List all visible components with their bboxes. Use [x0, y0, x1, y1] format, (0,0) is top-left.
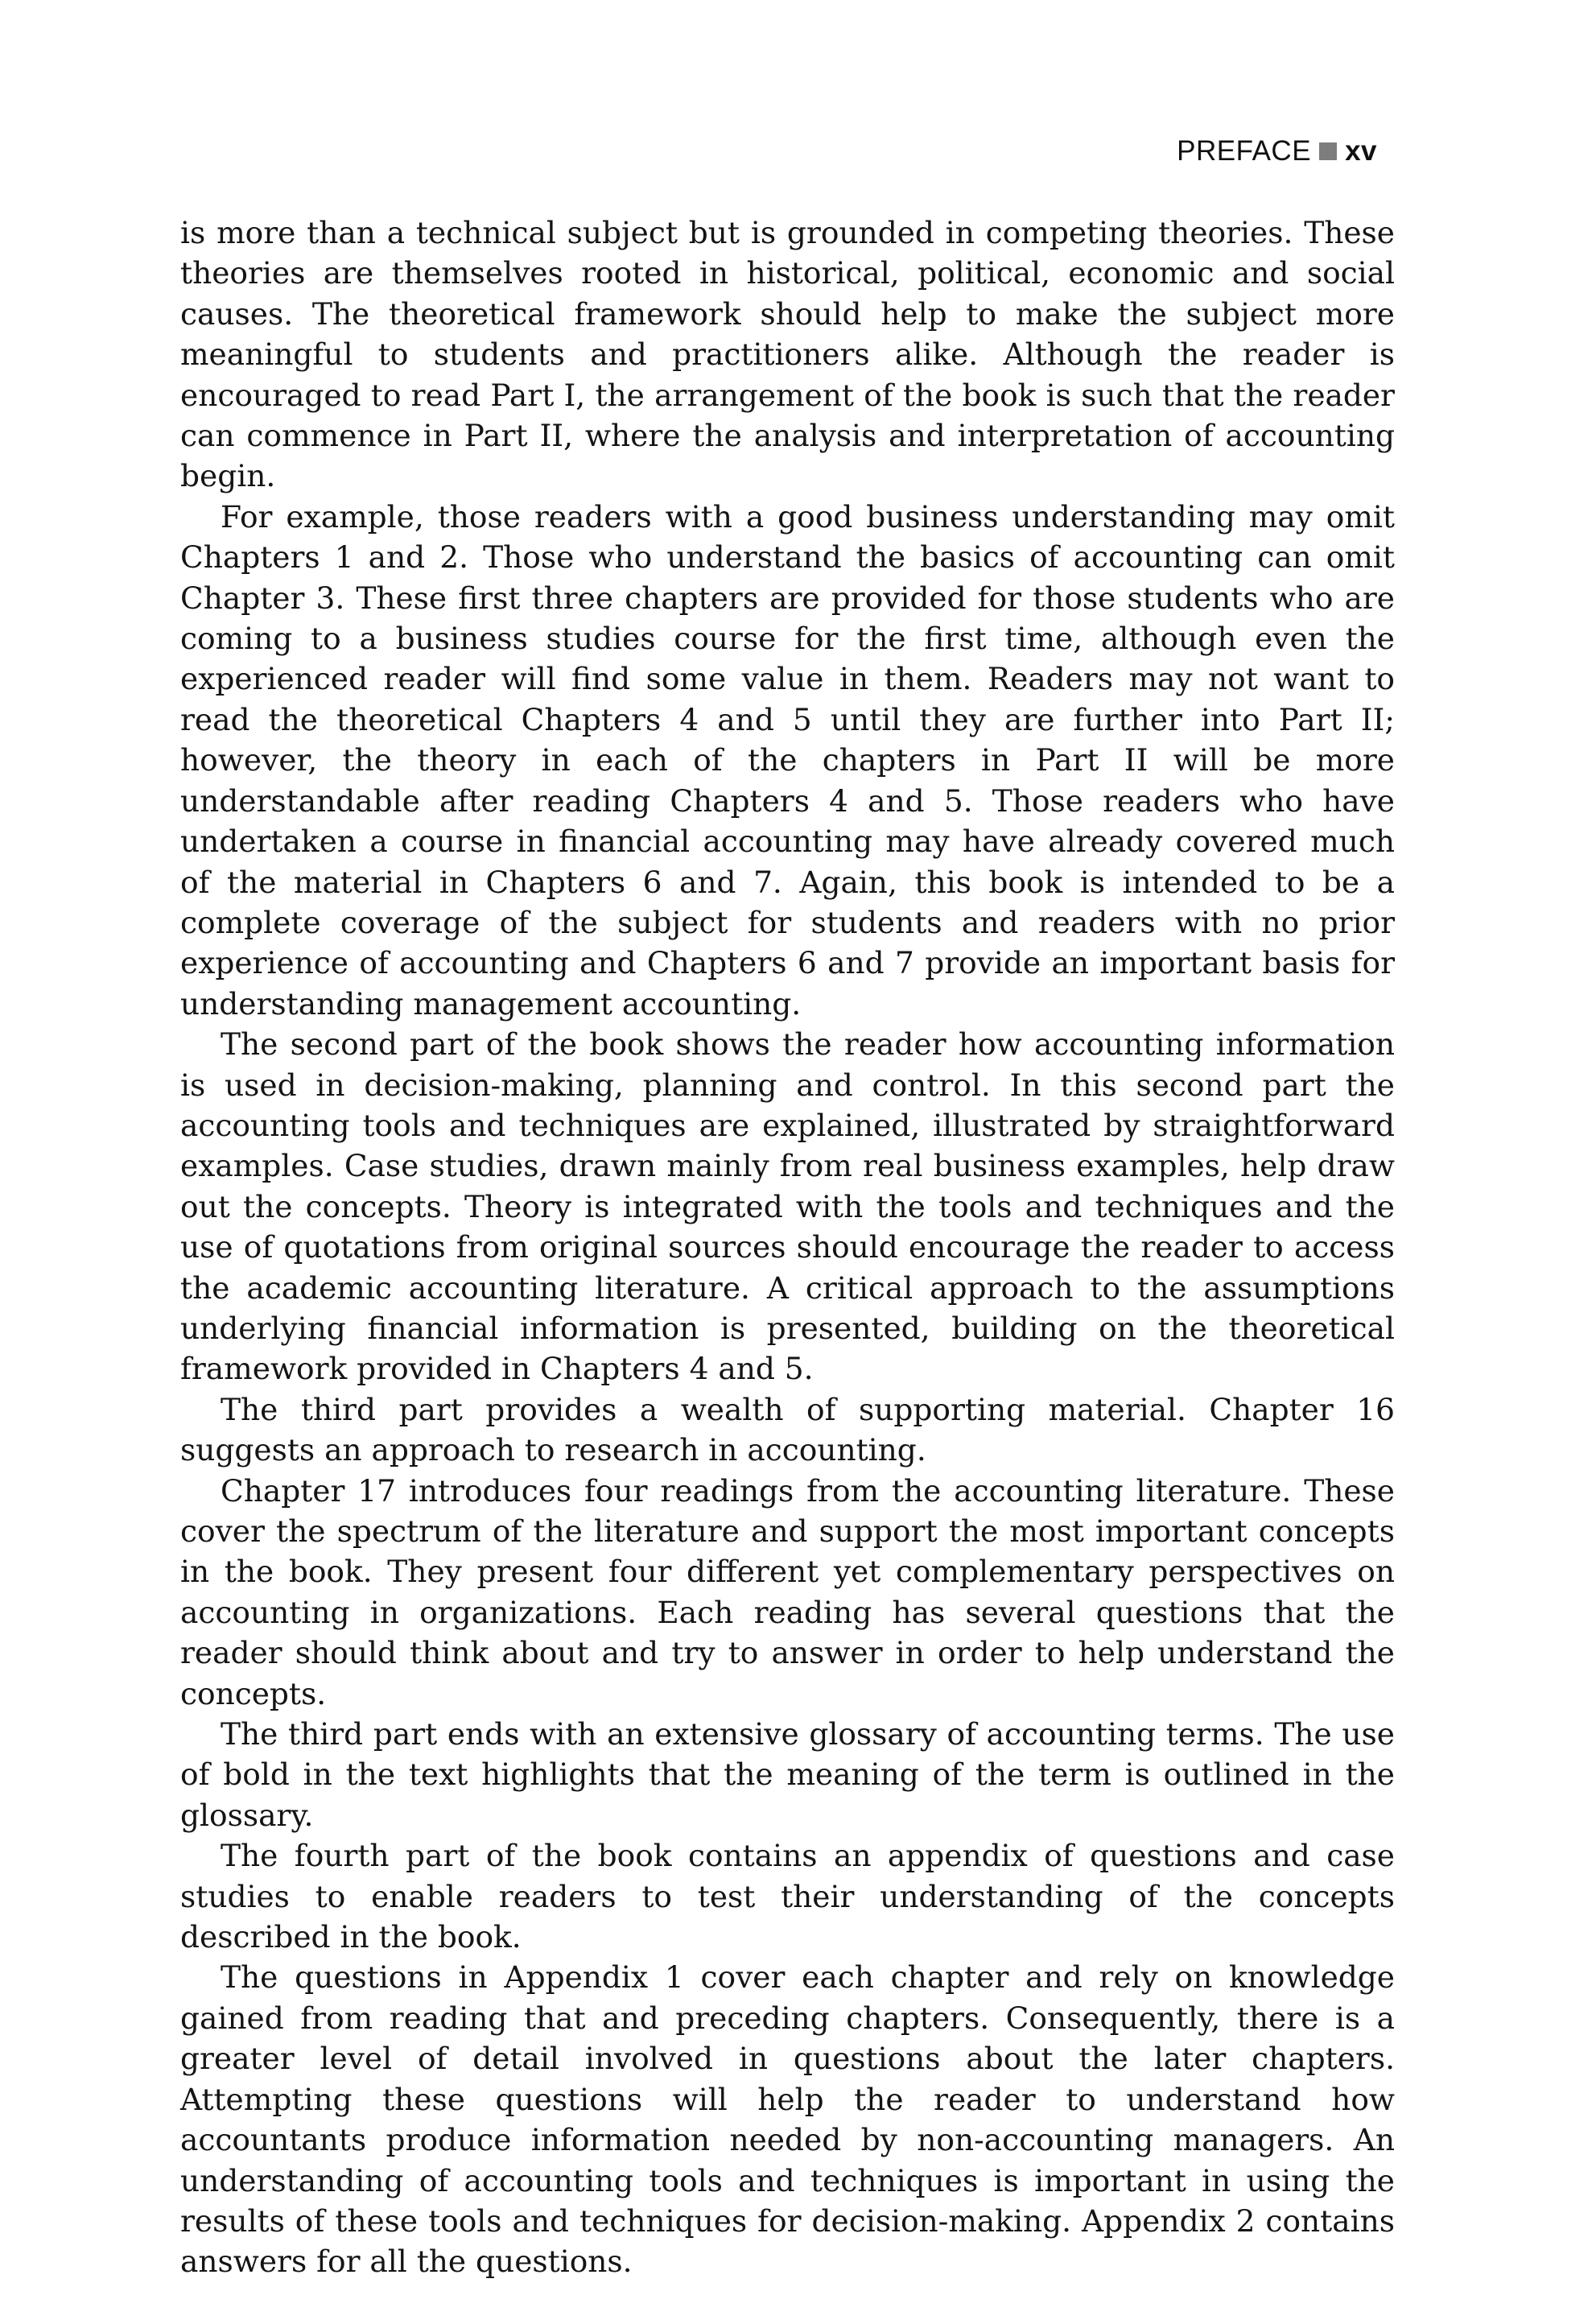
body-text	[180, 213, 1395, 2282]
paragraph: The third part provides a wealth of supporting material. Chapter 16 suggests an approach to research in accounting.	[180, 1391, 1395, 1468]
running-head	[1177, 135, 1377, 167]
paragraph: The questions in Appendix 1 cover each chapter and rely on knowledge gained from reading that and preceding chapters. Consequently, there is a greater level of detail involved in questions about the later chapters. Attempting these questions will help the reader to understand how accountants produce information needed by non-accounting managers. An understanding of accounting tools and techniques is important in using the results of these tools and techniques for decision-making. Appendix 2 contains answers for all the questions.	[180, 1959, 1395, 2280]
paragraph-continued: is more than a technical subject but is grounded in competing theories. These theories are themselves rooted in historical, political, economic and social causes. The theoretical framework should help to make the subject more meaningful to students and practitioners alike. Although the reader is encouraged to read Part I, the arrangement of the book is such that the reader can commence in Part II, where the analysis and interpretation of accounting begin.	[180, 215, 1395, 494]
paragraph: For example, those readers with a good business understanding may omit Chapters 1 and 2. Those who understand the basics of accounting can omit Chapter 3. These first three chapters are provided for those students who are coming to a business studies course for the first time, although even the experienced reader will find some value in them. Readers may not want to read the theoretical Chapters 4 and 5 until they are further into Part II; however, the theory in each of the chapters in Part II will be more understandable after reading Chapters 4 and 5. Those readers who have undertaken a course in financial accounting may have already covered much of the material in Chapters 6 and 7. Again, this book is intended to be a complete coverage of the subject for students and readers with no prior experience of accounting and Chapters 6 and 7 provide an important basis for understanding management accounting.	[180, 498, 1395, 1022]
page-number: xv	[1345, 135, 1377, 167]
paragraph: The third part ends with an extensive glossary of accounting terms. The use of bold in the text highlights that the meaning of the term is outlined in the glossary.	[180, 1716, 1395, 1833]
paragraph: The second part of the book shows the reader how accounting information is used in decision-making, planning and control. In this second part the accounting tools and techniques are explained, illustrated by straightforward examples. Case studies, drawn mainly from real business examples, help draw out the concepts. Theory is integrated with the tools and techniques and the use of quotations from original sources should encourage the reader to access the academic accounting literature. A critical approach to the assumptions underlying financial information is presented, building on the theoretical framework provided in Chapters 4 and 5.	[180, 1026, 1395, 1387]
gray-square-icon	[1319, 142, 1337, 160]
paragraph: Chapter 17 introduces four readings from the accounting literature. These cover the spectrum of the literature and support the most important concepts in the book. They present four different yet complementary perspectives on accounting in organizations. Each reading has several questions that the reader should think about and try to answer in order to help understand the concepts.	[180, 1472, 1395, 1711]
paragraph: The fourth part of the book contains an appendix of questions and case studies to enable readers to test their understanding of the concepts described in the book.	[180, 1838, 1395, 1955]
section-title: PREFACE	[1177, 135, 1312, 167]
